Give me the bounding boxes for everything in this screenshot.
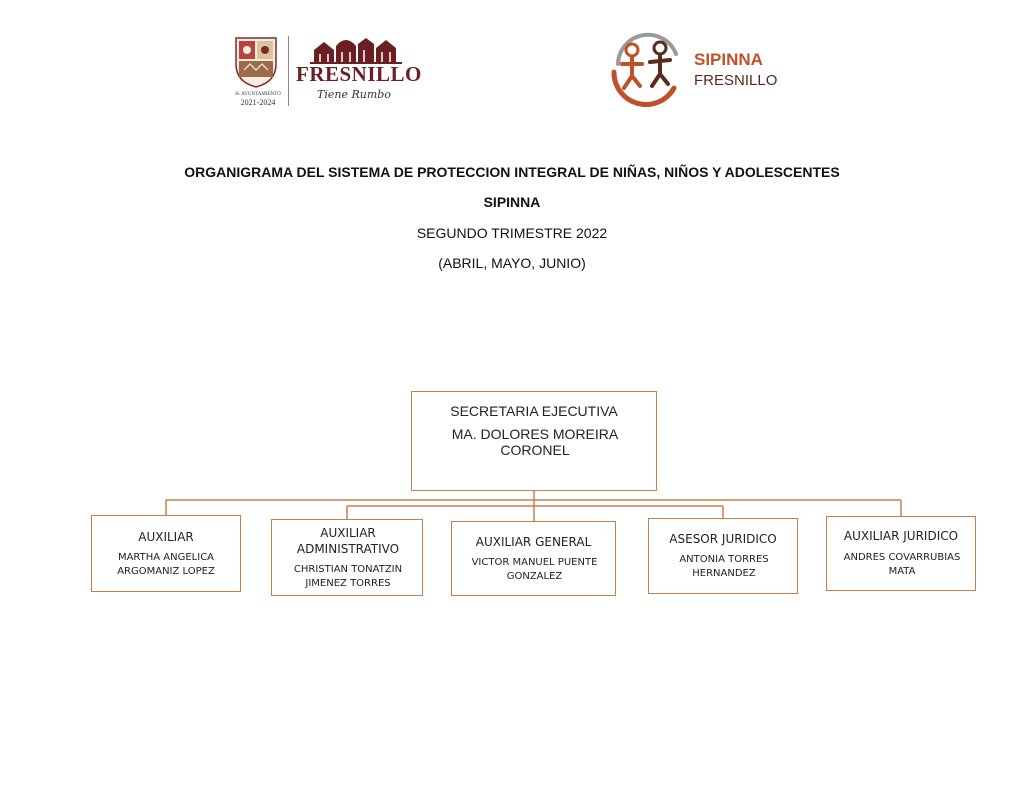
org-node-asesor-juridico — [648, 518, 798, 594]
node-name: VICTOR MANUEL PUENTE GONZALEZ — [471, 557, 598, 582]
node-role: AUXILIAR ADMINISTRATIVO — [296, 526, 400, 556]
node-name: ANDRES COVARRUBIAS MATA — [843, 552, 961, 577]
document-period: SEGUNDO TRIMESTRE 2022 — [416, 225, 608, 241]
org-node-auxiliar-administrativo — [271, 519, 423, 596]
fresnillo-wordmark: FRESNILLO — [296, 62, 422, 86]
node-role: AUXILIAR JURIDICO — [843, 529, 959, 543]
org-node-auxiliar-juridico — [826, 516, 976, 591]
org-node-auxiliar — [91, 515, 241, 592]
node-role: AUXILIAR — [138, 530, 194, 544]
node-name: MARTHA ANGELICA ARGOMANIZ LOPEZ — [117, 552, 215, 577]
sipinna-city: FRESNILLO — [694, 72, 778, 89]
node-role: AUXILIAR GENERAL — [475, 535, 592, 549]
document-months: (ABRIL, MAYO, JUNIO) — [438, 255, 586, 271]
node-role: ASESOR JURIDICO — [669, 532, 777, 546]
sipinna-wordmark: SIPINNA — [694, 50, 763, 69]
document-acronym: SIPINNA — [483, 194, 541, 210]
fresnillo-tagline: Tiene Rumbo — [317, 88, 391, 101]
node-name: MA. DOLORES MOREIRA CORONEL — [451, 426, 619, 458]
org-node-auxiliar-general — [451, 521, 616, 596]
ayuntamiento-label: H. AYUNTAMIENTO — [235, 92, 281, 97]
node-name: ANTONIA TORRES HERNANDEZ — [679, 554, 769, 579]
node-role: SECRETARIA EJECUTIVA — [450, 403, 618, 419]
org-node-secretaria-ejecutiva — [411, 391, 657, 491]
ayuntamiento-years: 2021-2024 — [240, 98, 276, 107]
node-name: CHRISTIAN TONATZIN JIMENEZ TORRES — [293, 564, 403, 589]
document-title: ORGANIGRAMA DEL SISTEMA DE PROTECCION INTEGRAL DE NIÑAS, NIÑOS Y ADOLESCENTES — [184, 164, 840, 180]
